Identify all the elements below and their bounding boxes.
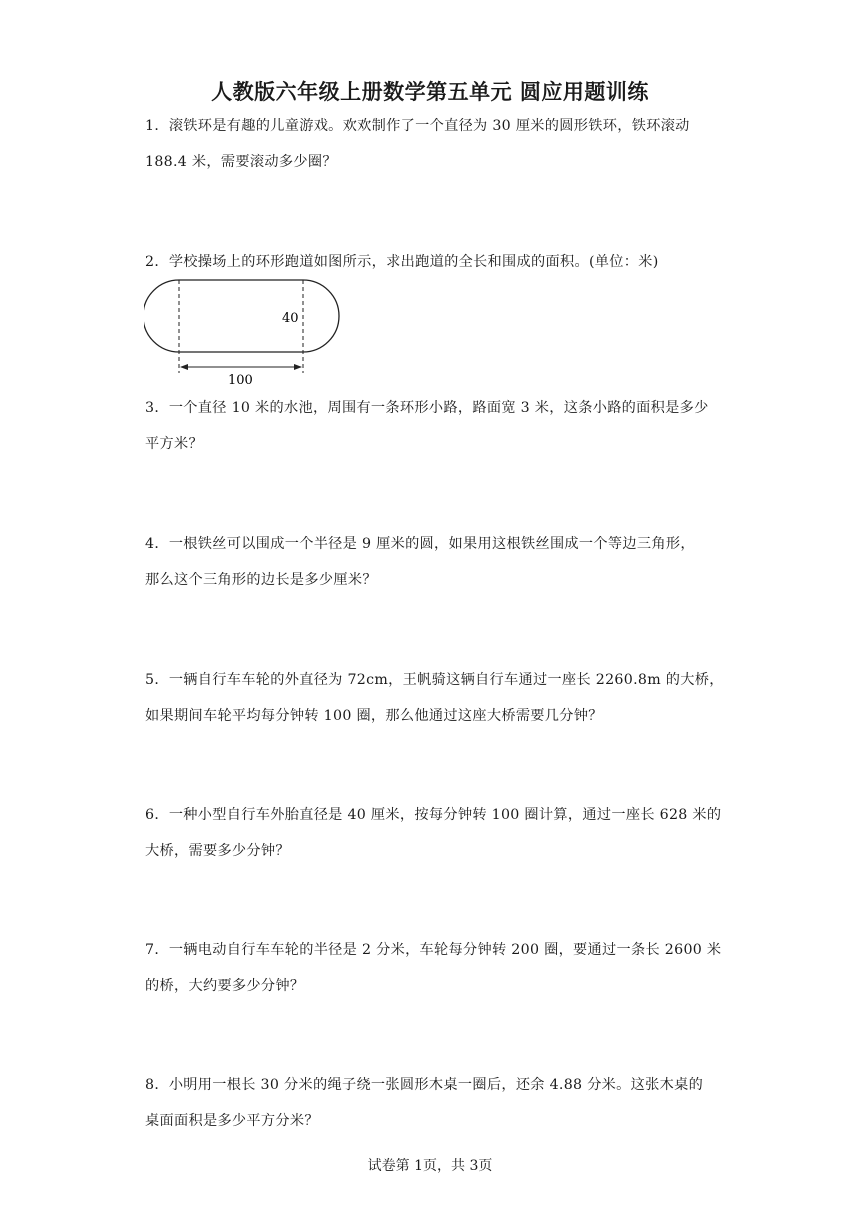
question-8 bbox=[145, 1067, 725, 1139]
question-1 bbox=[145, 108, 725, 180]
question-7-line-1: 7．一辆电动自行车车轮的半径是 2 分米，车轮每分钟转 200 圈，要通过一条长 2600 米 bbox=[145, 942, 722, 958]
question-6-line-1: 6．一种小型自行车外胎直径是 40 厘米，按每分钟转 100 圈计算，通过一座长 628 米的 bbox=[145, 807, 722, 823]
question-2 bbox=[145, 244, 725, 280]
question-4-line-1: 4．一根铁丝可以围成一个半径是 9 厘米的圆，如果用这根铁丝围成一个等边三角形， bbox=[145, 536, 695, 552]
question-3 bbox=[145, 390, 725, 462]
page-title: 人教版六年级上册数学第五单元 圆应用题训练 bbox=[211, 80, 649, 104]
question-5 bbox=[145, 662, 725, 734]
length-arrow-right-head bbox=[294, 364, 302, 370]
question-4 bbox=[145, 526, 725, 598]
question-7 bbox=[145, 932, 725, 1004]
question-8-line-1: 8．小明用一根长 30 分米的绳子绕一张圆形木桌一圈后，还余 4.88 分米。这张木桌的 bbox=[145, 1077, 704, 1093]
question-1-line-1: 1．滚铁环是有趣的儿童游戏。欢欢制作了一个直径为 30 厘米的圆形铁环，铁环滚动 bbox=[145, 118, 690, 134]
question-1-line-2: 188.4 米，需要滚动多少圈？ bbox=[145, 154, 337, 170]
question-6 bbox=[145, 797, 725, 869]
question-4-line-2: 那么这个三角形的边长是多少厘米？ bbox=[145, 572, 377, 588]
track-diagram bbox=[144, 278, 340, 390]
length-label: 100 bbox=[228, 373, 253, 388]
question-8-line-2: 桌面面积是多少平方分米？ bbox=[145, 1113, 319, 1129]
question-3-line-1: 3．一个直径 10 米的水池，周围有一条环形小路，路面宽 3 米，这条小路的面积是多少 bbox=[145, 400, 709, 416]
question-3-line-2: 平方米？ bbox=[145, 436, 203, 452]
page-footer: 试卷第 1页，共 3页 bbox=[367, 1158, 493, 1174]
length-arrow-left-head bbox=[180, 364, 188, 370]
question-7-line-2: 的桥，大约要多少分钟？ bbox=[145, 978, 305, 994]
question-6-line-2: 大桥，需要多少分钟？ bbox=[145, 843, 290, 859]
width-label: 40 bbox=[282, 311, 299, 326]
question-5-line-1: 5．一辆自行车车轮的外直径为 72cm，王帆骑这辆自行车通过一座长 2260.8m 的大桥， bbox=[145, 672, 724, 688]
track-outline bbox=[144, 280, 339, 352]
question-2-line-1: 2．学校操场上的环形跑道如图所示，求出跑道的全长和围成的面积。(单位：米) bbox=[145, 254, 659, 270]
question-5-line-2: 如果期间车轮平均每分钟转 100 圈，那么他通过这座大桥需要几分钟？ bbox=[145, 708, 603, 724]
